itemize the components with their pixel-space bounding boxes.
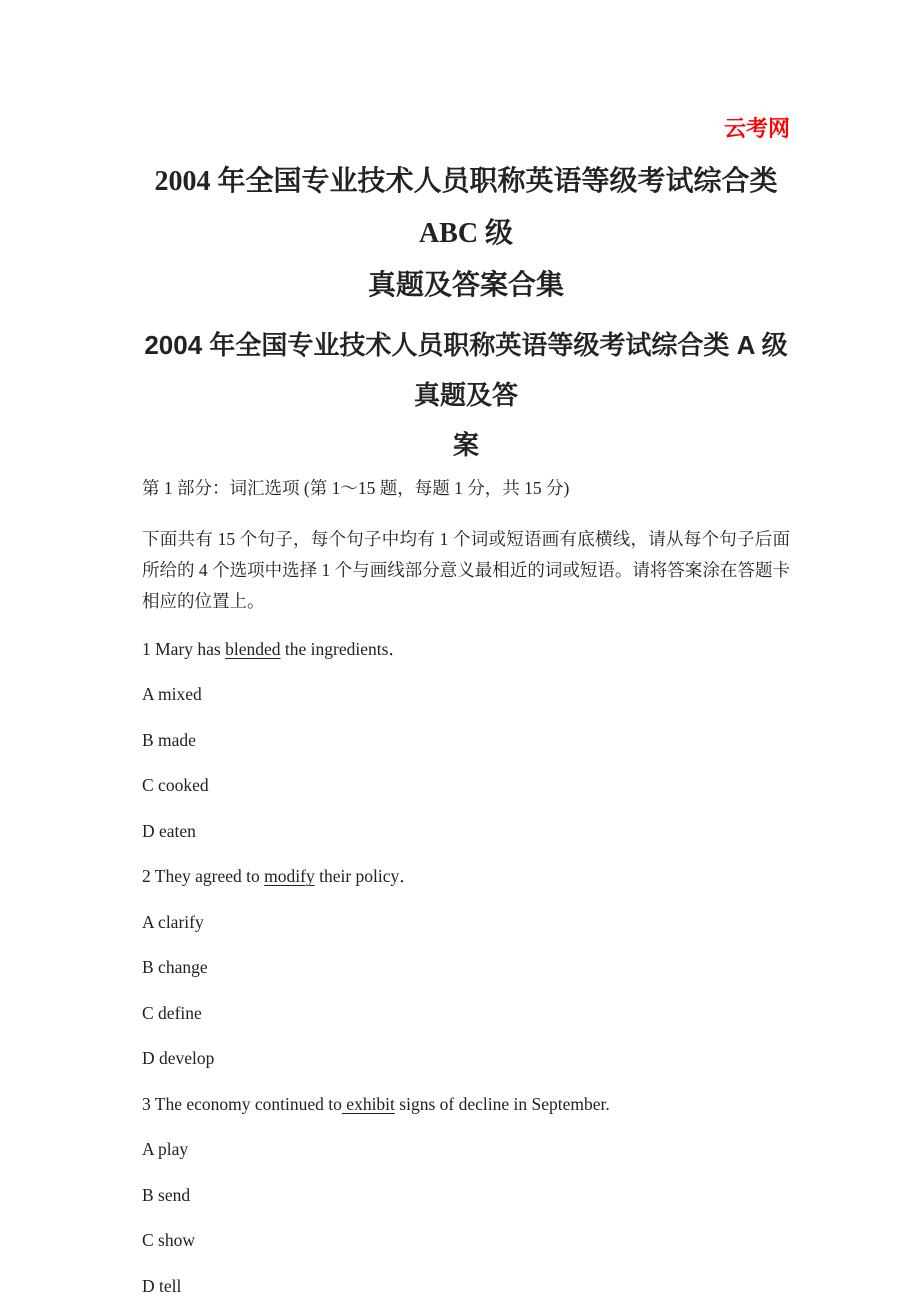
document-title [142,156,790,312]
question-text [142,1090,790,1118]
underlined-word: exhibit [341,1093,395,1114]
option-d: D tell [142,1275,182,1296]
document-title-line-1: 2004 年全国专业技术人员职称英语等级考试综合类 ABC 级 [154,166,778,249]
option-d: D eaten [142,820,196,841]
option-b: B send [142,1184,191,1205]
question-text [142,635,790,663]
question-suffix: their policy． [314,866,417,886]
option-b: B change [142,957,208,977]
question-prefix: 3 The economy continued to [142,1093,342,1114]
question-prefix: 1 Mary has [142,638,226,659]
option-c: C define [142,1002,202,1023]
option-d: D develop [142,1048,215,1068]
question-block-2 [142,862,790,1072]
watermark-text: 云考网 [723,116,790,141]
question-block-1 [142,635,790,845]
option-a: A play [142,1139,189,1159]
option-b: B made [142,729,196,750]
question-block-3 [142,1090,790,1300]
option-c: C cooked [142,775,209,795]
underlined-word: blended [225,638,281,659]
option-c: C show [142,1230,195,1250]
document-subtitle-line-1: 2004 年全国专业技术人员职称英语等级考试综合类 A 级真题及答 [144,330,788,410]
question-text [142,862,790,890]
option-a: A clarify [142,911,204,932]
document-subtitle-line-2: 案 [452,430,479,460]
question-suffix: the ingredients． [280,638,406,659]
underlined-word: modify [264,866,315,886]
document-subtitle [142,320,790,470]
instructions-paragraph: 下面共有 15 个句子，每个句子中均有 1 个词或短语画有底横线，请从每个句子后面所给的 4 个选项中选择 1 个与画线部分意义最相近的词或短语。请将答案涂在答题卡相应的位置上。 [142,529,790,611]
section-heading: 第 1 部分：词汇选项 (第 1～15 题，每题 1 分，共 15 分) [142,478,570,498]
document-title-line-2: 真题及答案合集 [367,270,564,301]
question-suffix: signs of decline in September. [394,1093,610,1114]
question-prefix: 2 They agreed to [142,866,265,886]
option-a: A mixed [142,684,202,704]
